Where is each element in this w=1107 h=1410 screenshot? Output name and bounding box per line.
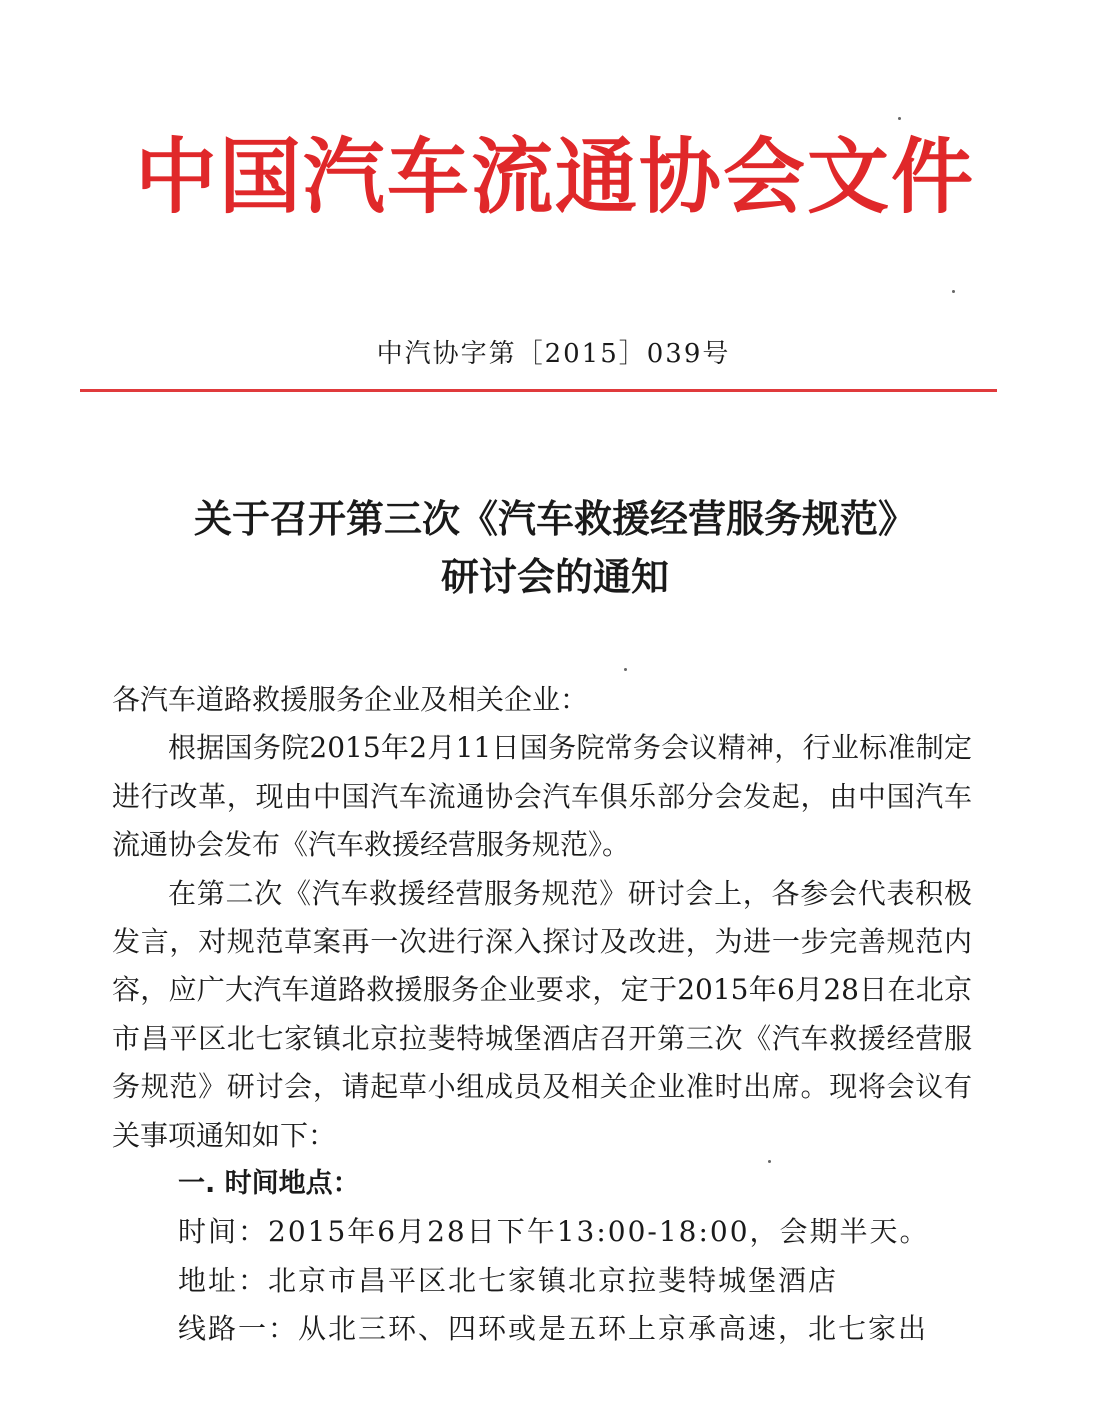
scan-speck bbox=[768, 1160, 771, 1163]
document-number: 中汽协字第［2015］039号 bbox=[376, 339, 731, 369]
notice-title bbox=[60, 490, 1050, 606]
red-divider bbox=[80, 389, 997, 392]
scan-speck bbox=[624, 668, 627, 671]
notice-body bbox=[112, 676, 972, 1354]
notice-title-line-2: 研讨会的通知 bbox=[440, 555, 669, 599]
meeting-time: 时间：2015年6月28日下午13:00-18:00，会期半天。 bbox=[178, 1215, 930, 1249]
salutation: 各汽车道路救援服务企业及相关企业： bbox=[112, 683, 589, 716]
notice-title-line-1: 关于召开第三次《汽车救援经营服务规范》 bbox=[193, 497, 916, 541]
section-heading-time-location: 一. 时间地点： bbox=[178, 1168, 360, 1200]
route-one: 线路一：从北三环、四环或是五环上京承高速，北七家出 bbox=[178, 1312, 929, 1346]
org-title: 中国汽车流通协会文件 bbox=[134, 130, 975, 225]
paragraph-background: 根据国务院2015年2月11日国务院常务会议精神，行业标准制定进行改革，现由中国汽车流通协会汽车俱乐部分会发起，由中国汽车流通协会发布《汽车救援经营服务规范》。 bbox=[112, 731, 972, 862]
meeting-address: 地址：北京市昌平区北七家镇北京拉斐特城堡酒店 bbox=[178, 1263, 839, 1297]
paragraph-meeting-notice: 在第二次《汽车救援经营服务规范》研讨会上，各参会代表积极发言，对规范草案再一次进行深入探讨及改进，为进一步完善规范内容，应广大汽车道路救援服务企业要求，定于2015年6月28日在北京市昌平区北七家镇北京拉斐特城堡酒店召开第三次《汽车救援经营服务规范》研讨会，请起草小组成员及相关企业准时出席。现将会议有关事项通知如下： bbox=[112, 876, 972, 1152]
scan-speck bbox=[952, 290, 955, 293]
scan-speck bbox=[898, 117, 901, 120]
